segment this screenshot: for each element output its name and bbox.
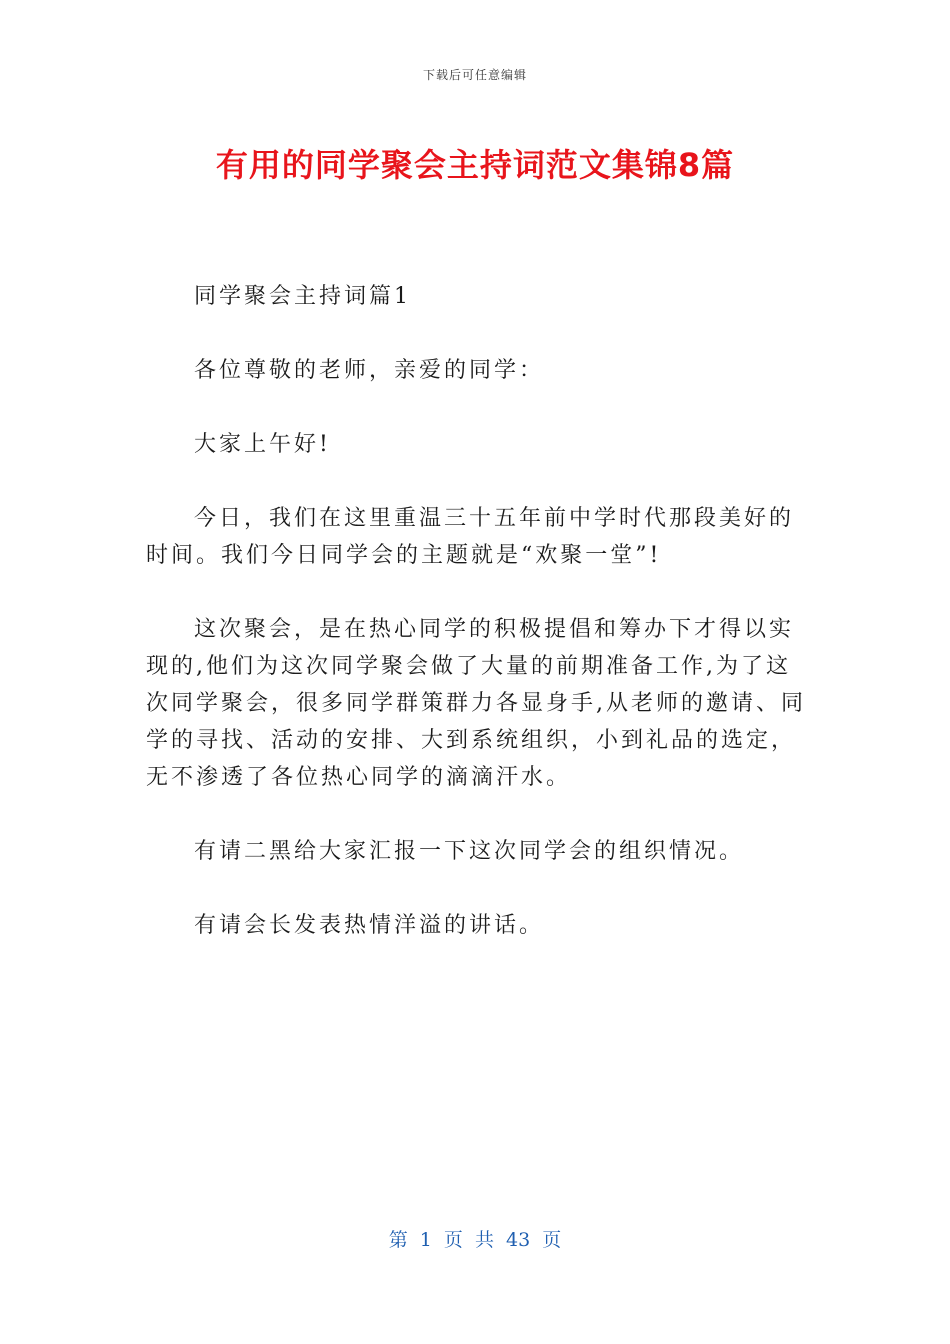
document-body — [146, 278, 806, 944]
paragraph-intro: 今日，我们在这里重温三十五年前中学时代那段美好的时间。我们今日同学会的主题就是“欢聚一堂”! — [146, 506, 795, 568]
paragraph-speech: 有请会长发表热情洋溢的讲话。 — [194, 913, 545, 938]
paragraph-greeting: 大家上午好! — [194, 432, 331, 457]
document-title: 有用的同学聚会主持词范文集锦8篇 — [215, 146, 735, 184]
paragraph-report: 有请二黑给大家汇报一下这次同学会的组织情况。 — [194, 839, 745, 864]
paragraph-thanks: 这次聚会，是在热心同学的积极提倡和筹办下才得以实现的,他们为这次同学聚会做了大量的前期准备工作,为了这次同学聚会，很多同学群策群力各显身手,从老师的邀请、同学的寻找、活动的安排、大到系统组织，小到礼品的选定，无不渗透了各位热心同学的滴滴汗水。 — [146, 617, 806, 790]
page-header-note: 下载后可任意编辑 — [422, 68, 527, 82]
page-number-footer: 第 1 页 共 43 页 — [388, 1229, 562, 1251]
paragraph-salutation: 各位尊敬的老师，亲爱的同学： — [194, 358, 545, 383]
section-heading: 同学聚会主持词篇1 — [194, 284, 411, 309]
